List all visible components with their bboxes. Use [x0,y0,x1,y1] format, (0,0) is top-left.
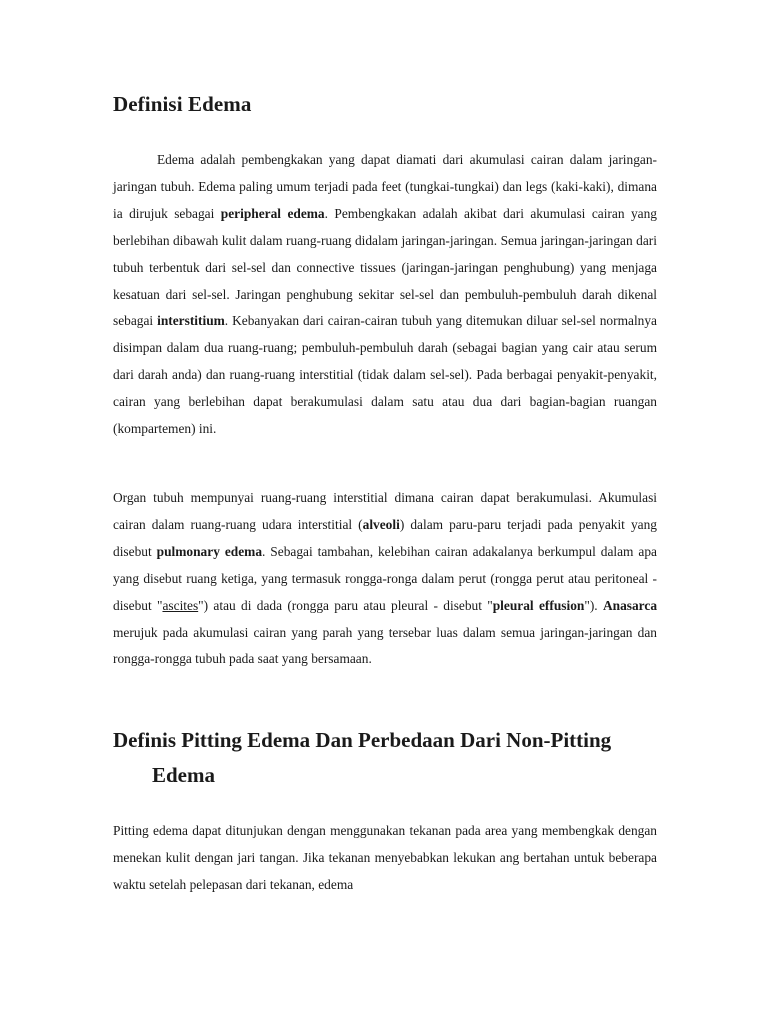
term-alveoli: alveoli [362,516,400,532]
p3-text-1: Pitting edema dapat ditunjukan dengan menggunakan tekanan pada area yang membengkak dengan menekan kulit dengan jari tangan. Jika tekanan menyebabkan lekukan ang bertahan untuk beberapa waktu setelah pelepasan dari tekanan, edema [113,823,657,892]
term-interstitium: interstitium [157,313,225,329]
section-title-pitting-edema [113,723,673,793]
page-title: Definisi Edema [113,92,252,116]
paragraph-pitting-edema [113,818,657,899]
paragraph-definition [113,147,657,443]
term-anasarca: Anasarca [602,597,658,613]
p2-text-3: . Sebagai tambahan, kelebihan cairan adakalanya berkumpul dalam apa yang disebut ruang ketiga, yang termasuk rongga-ronga dalam perut (rongga perut atau peritoneal - disebut " [113,543,657,613]
section-title-line-1: Definis Pitting Edema Dan Perbedaan Dari Non-Pitting [113,728,612,752]
p1-text-2: . Pembengkakan adalah akibat dari akumulasi cairan yang berlebihan dibawah kulit dalam ruang-ruang didalam jaringan-jaringan. Semua jaringan-jaringan dari tubuh terbentuk dari sel-sel dan connective tissues (jaringan-jaringan penghubung) yang menjaga kesatuan dari sel-sel. Jaringan penghubung sekitar sel-sel dan pembuluh-pembuluh darah dikenal sebagai [113,205,657,329]
p2-text-4: ") atau di dada (rongga paru atau pleural - disebut " [198,597,493,613]
p2-text-6: merujuk pada akumulasi cairan yang parah yang tersebar luas dalam semua jaringan-jaringan dan rongga-rongga tubuh pada saat yang bersamaan. [113,624,657,667]
p2-text-1: Organ tubuh mempunyai ruang-ruang interstitial dimana cairan dapat berakumulasi. Akumulasi cairan dalam ruang-ruang udara interstitial ( [113,490,657,532]
paragraph-organ [113,485,657,673]
section-title-line-2: Edema [152,763,215,787]
ascites-link[interactable]: ascites [162,597,199,613]
p2-text-2: ) dalam paru-paru terjadi pada penyakit yang disebut [113,516,657,559]
p1-text-1: Edema adalah pembengkakan yang dapat diamati dari akumulasi cairan dalam jaringan-jaringan tubuh. Edema paling umum terjadi pada feet (tungkai-tungkai) dan legs (kaki-kaki), dimana ia dirujuk sebagai [113,152,657,221]
p1-text-3: . Kebanyakan dari cairan-cairan tubuh yang ditemukan diluar sel-sel normalnya disimpan dalam dua ruang-ruang; pembuluh-pembuluh darah (sebagai bagian yang cair atau serum dari darah anda) dan ruang-ruang interstitial (tidak dalam sel-sel). Pada berbagai penyakit-penyakit, cairan yang berlebihan dapat berakumulasi dalam satu atau dua dari bagian-bagian ruangan (kompartemen) ini. [113,313,658,437]
term-pulmonary-edema: pulmonary edema [156,543,263,559]
p2-text-5: "). [584,597,603,613]
term-pleural-effusion: pleural effusion [492,597,585,613]
term-peripheral-edema: peripheral edema [220,205,325,221]
